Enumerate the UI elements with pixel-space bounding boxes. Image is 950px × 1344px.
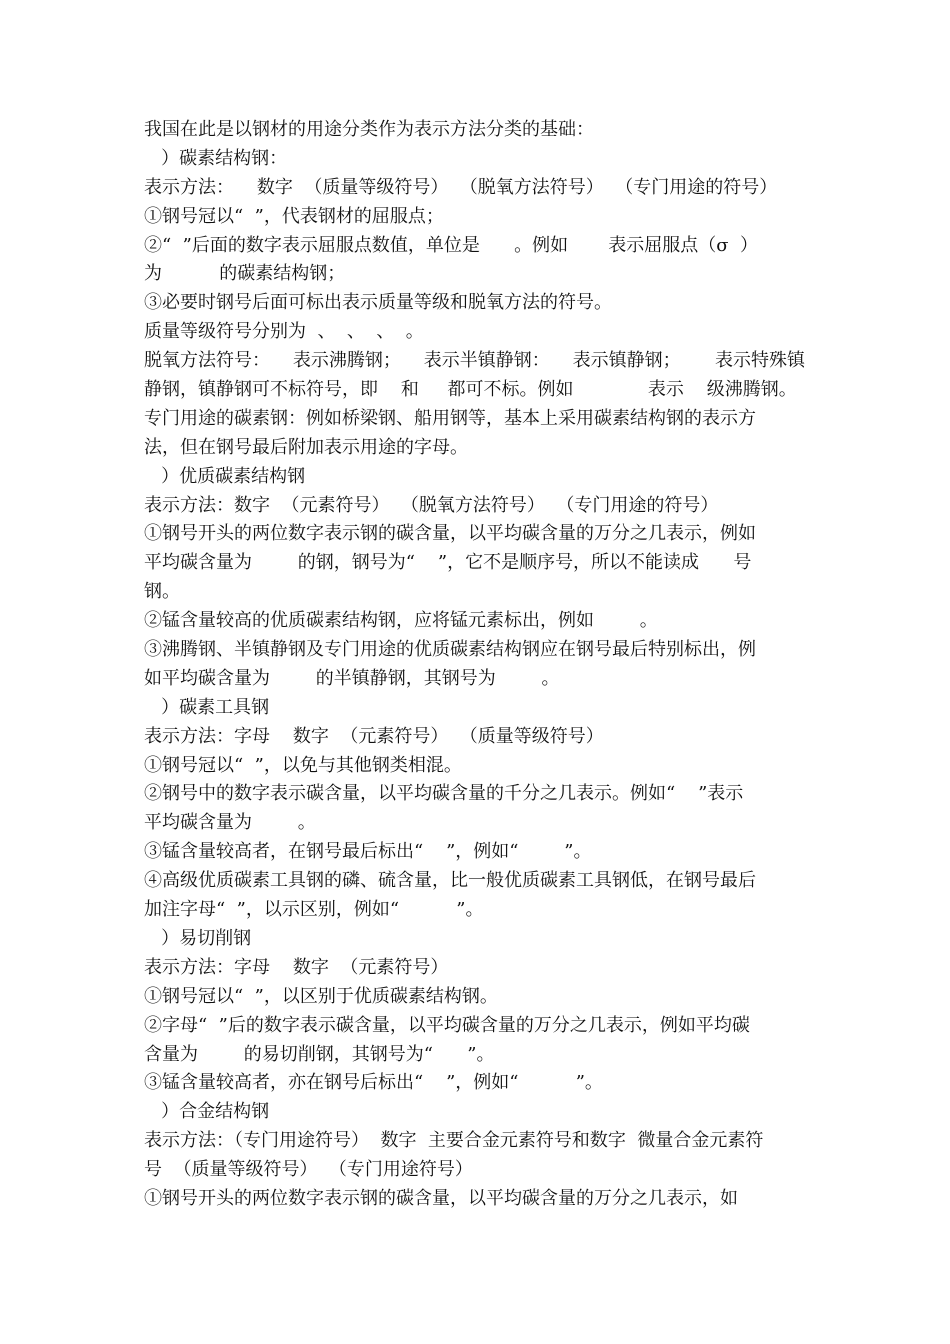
text-line: 表示方法：字母 数字 （元素符号） xyxy=(144,956,449,978)
text-line: ①钢号开头的两位数字表示钢的碳含量，以平均碳含量的万分之几表示，例如 xyxy=(144,523,756,545)
text-line: ③必要时钢号后面可标出表示质量等级和脱氧方法的符号。 xyxy=(144,292,612,314)
text-line: ②锰含量较高的优质碳素结构钢，应将锰元素标出，例如 。 xyxy=(144,610,658,632)
section-heading: ）易切削钢 xyxy=(144,927,252,949)
section-heading: ）优质碳素结构钢 xyxy=(144,465,306,487)
text-line: 号 （质量等级符号） （专门用途符号） xyxy=(144,1159,473,1181)
text-line: 为 的碳素结构钢； xyxy=(144,263,346,285)
text-line: ④高级优质碳素工具钢的磷、硫含量，比一般优质碳素工具钢低，在钢号最后 xyxy=(144,870,756,892)
text-line: 我国在此是以钢材的用途分类作为表示方法分类的基础： xyxy=(144,119,594,140)
text-line: 脱氧方法符号： 表示沸腾钢； 表示半镇静钢： 表示镇静钢； 表示特殊镇 xyxy=(144,350,805,372)
text-line: 静钢，镇静钢可不标符号，即 和 都可不标。例如 表示 级沸腾钢。 xyxy=(144,379,797,401)
text-line: ①钢号冠以“ ”，以免与其他钢类相混。 xyxy=(144,754,462,776)
text-line: ①钢号冠以“ ”，代表钢材的屈服点； xyxy=(144,205,444,227)
text-line: 表示方法：数字 （元素符号） （脱氧方法符号） （专门用途的符号） xyxy=(144,494,719,516)
text-line: 专门用途的碳素钢：例如桥梁钢、船用钢等，基本上采用碳素结构钢的表示方 xyxy=(144,407,756,429)
text-line: ①钢号冠以“ ”，以区别于优质碳素结构钢。 xyxy=(144,985,498,1007)
text-line: ①钢号开头的两位数字表示钢的碳含量，以平均碳含量的万分之几表示，如 xyxy=(144,1187,738,1209)
text-line: 质量等级符号分别为 、 、 、 。 xyxy=(144,321,424,343)
section-heading: ）碳素结构钢： xyxy=(144,147,288,169)
text-line: 表示方法：（专门用途符号） 数字 主要合金元素符号和数字 微量合金元素符 xyxy=(144,1130,764,1152)
text-line: 平均碳含量为 。 xyxy=(144,812,316,834)
section-heading: ）碳素工具钢 xyxy=(144,696,270,718)
text-line: ③沸腾钢、半镇静钢及专门用途的优质碳素结构钢应在钢号最后特别标出，例 xyxy=(144,639,756,661)
text-line: 法，但在钢号最后附加表示用途的字母。 xyxy=(144,436,468,458)
text-line: ③锰含量较高者，亦在钢号后标出“ ”，例如“ ”。 xyxy=(144,1072,603,1094)
text-line: ②钢号中的数字表示碳含量，以平均碳含量的千分之几表示。例如“ ”表示 xyxy=(144,783,744,805)
text-line: 加注字母“ ”，以示区别，例如“ ”。 xyxy=(144,899,484,921)
text-line: 如平均碳含量为 的半镇静钢，其钢号为 。 xyxy=(144,667,560,689)
text-line: 表示方法：字母 数字 （元素符号） （质量等级符号） xyxy=(144,725,604,747)
text-line: ②字母“ ”后的数字表示碳含量，以平均碳含量的万分之几表示，例如平均碳 xyxy=(144,1014,750,1036)
text-line: ③锰含量较高者，在钢号最后标出“ ”，例如“ ”。 xyxy=(144,841,592,863)
document-body xyxy=(144,116,810,1214)
text-line: ②“ ”后面的数字表示屈服点数值，单位是 。例如 表示屈服点（σ ） xyxy=(144,234,758,256)
text-line: 表示方法： 数字 （质量等级符号） （脱氧方法符号） （专门用途的符号） xyxy=(144,176,778,198)
text-line: 含量为 的易切削钢，其钢号为“ ”。 xyxy=(144,1043,495,1065)
text-line: 钢。 xyxy=(144,581,180,603)
section-heading: ）合金结构钢 xyxy=(144,1101,270,1123)
text-line: 平均碳含量为 的钢，钢号为“ ”，它不是顺序号，所以不能读成 号 xyxy=(144,552,752,574)
